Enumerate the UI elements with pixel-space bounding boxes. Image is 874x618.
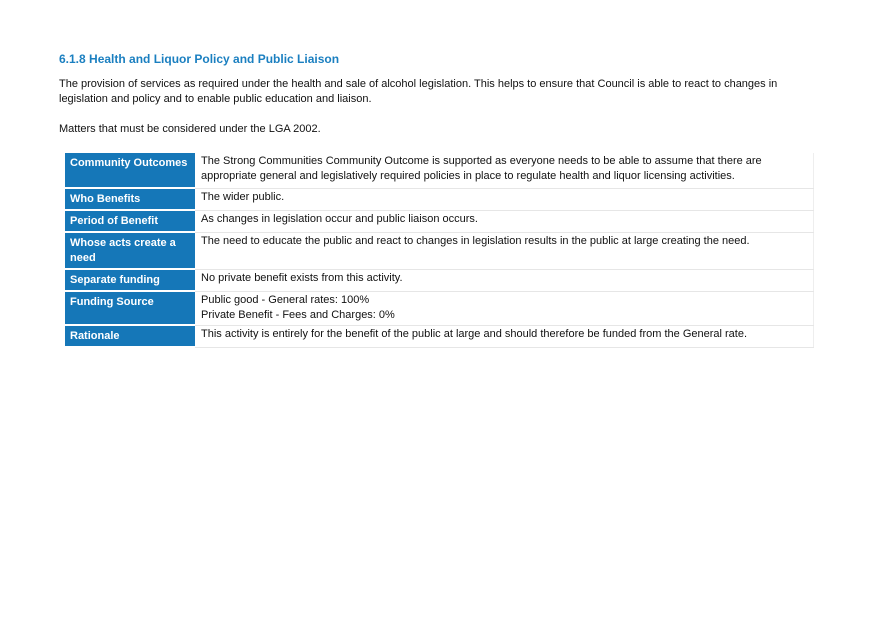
table-row	[65, 232, 814, 269]
row-label-funding-source: Funding Source	[65, 291, 195, 325]
funding-source-public-good: Public good - General rates: 100%	[201, 293, 370, 306]
row-label-who-benefits: Who Benefits	[65, 188, 195, 210]
section-title: 6.1.8 Health and Liquor Policy and Public Liaison	[59, 52, 340, 66]
table-row	[65, 210, 814, 232]
row-label-period-of-benefit: Period of Benefit	[65, 210, 195, 232]
table-row	[65, 188, 814, 210]
intro-paragraph: The provision of services as required under the health and sale of alcohol legislation. This helps to ensure that Council is able to react to changes in legislation and policy and to enable public education and liaison.	[59, 78, 778, 105]
table-row	[65, 325, 814, 347]
funding-source-private-benefit: Private Benefit - Fees and Charges: 0%	[201, 308, 395, 321]
row-label-separate-funding: Separate funding	[65, 269, 195, 291]
table-row	[65, 291, 814, 325]
row-value-period-of-benefit: As changes in legislation occur and public liaison occurs.	[195, 210, 814, 232]
row-value-who-benefits: The wider public.	[195, 188, 814, 210]
matters-paragraph: Matters that must be considered under the LGA 2002.	[59, 123, 321, 135]
document-page	[59, 52, 819, 348]
row-value-community-outcomes: The Strong Communities Community Outcome is supported as everyone needs to be able to assume that there are appropriate general and legislatively required policies in place to regulate health and liquor licensing activities.	[195, 153, 814, 188]
row-value-whose-acts: The need to educate the public and react to changes in legislation results in the public at large creating the need.	[195, 232, 814, 269]
table-row	[65, 269, 814, 291]
row-value-funding-source	[195, 291, 814, 325]
row-value-rationale: This activity is entirely for the benefit of the public at large and should therefore be funded from the General rate.	[195, 325, 814, 347]
row-label-whose-acts: Whose acts create a need	[65, 232, 195, 269]
row-label-rationale: Rationale	[65, 325, 195, 347]
row-value-separate-funding: No private benefit exists from this activity.	[195, 269, 814, 291]
row-label-community-outcomes: Community Outcomes	[65, 153, 195, 188]
table-row	[65, 153, 814, 188]
policy-table	[65, 153, 814, 348]
